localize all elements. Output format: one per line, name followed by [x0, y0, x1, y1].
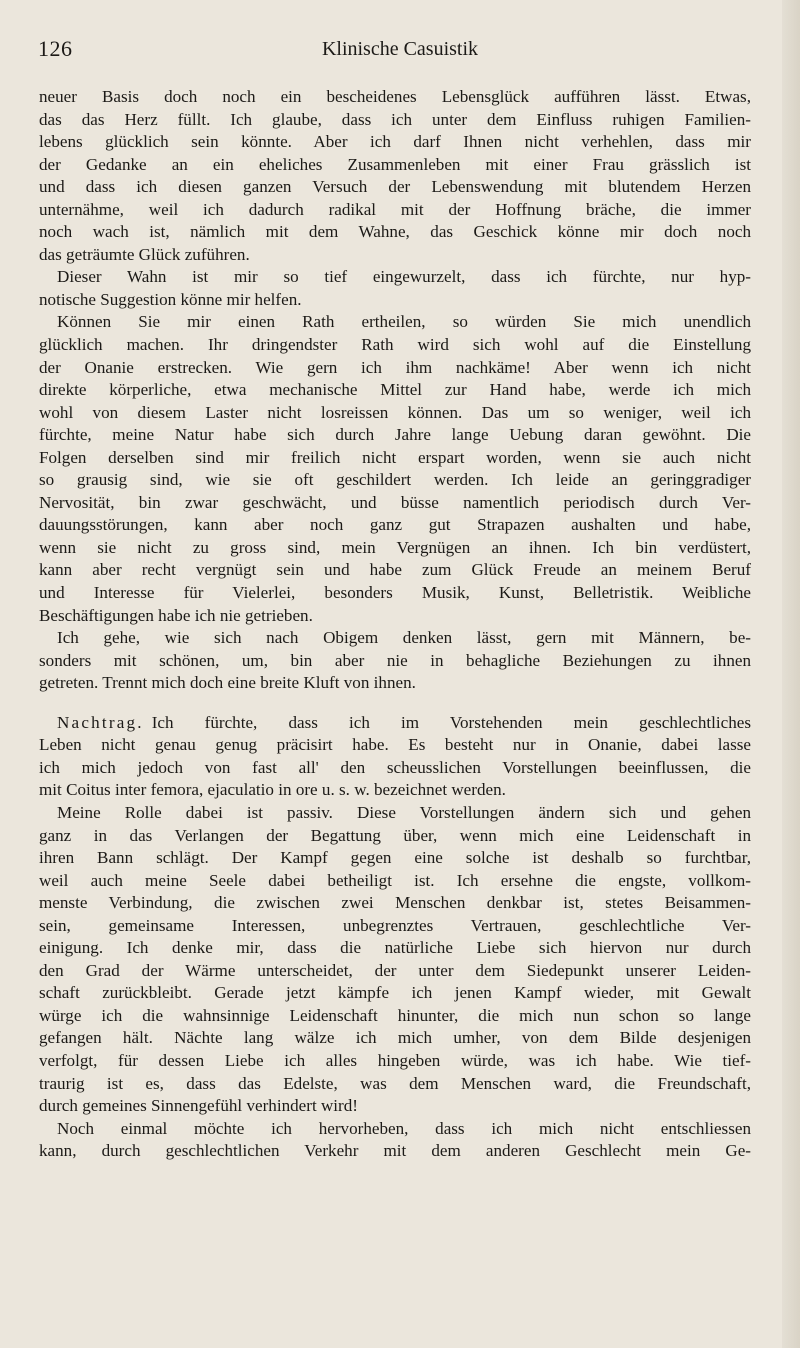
text-line: gefangen hält. Nächte lang wälze ich mich umher, von dem Bilde desjenigen	[39, 1028, 751, 1048]
text-line: getreten. Trennt mich doch eine breite Kluft von ihnen.	[39, 673, 416, 693]
text-line: unternähme, weil ich dadurch radikal mit der Hoffnung bräche, die immer	[39, 199, 751, 219]
text-line: direkte körperliche, etwa mechanische Mittel zur Hand habe, werde ich mich	[39, 380, 751, 400]
text-line: Noch einmal möchte ich hervorheben, dass ich mich nicht entschliessen	[57, 1118, 751, 1138]
text-line: wohl von diesem Laster nicht losreissen können. Das um so weniger, weil ich	[39, 402, 751, 422]
text-line: Leben nicht genau genug präcisirt habe. Es besteht nur in Onanie, dabei lasse	[39, 735, 751, 755]
text-line: menste Verbindung, die zwischen zwei Menschen denkbar ist, stetes Beisammen-	[39, 893, 751, 913]
text-line: der Onanie erstrecken. Wie gern ich ihm nachkäme! Aber wenn ich nicht	[39, 357, 751, 377]
text-line: kann aber recht vergnügt sein und habe zum Glück Freude an meinem Beruf	[39, 560, 751, 580]
section-gap	[39, 695, 751, 712]
text-line: Meine Rolle dabei ist passiv. Diese Vorstellungen ändern sich und gehen	[57, 802, 751, 822]
text-line: lebens glücklich sein könnte. Aber ich darf Ihnen nicht verhehlen, dass mir	[39, 132, 751, 152]
addendum-first-line	[39, 712, 751, 735]
text-line: ich mich jedoch von fast all' den scheusslichen Vorstellungen beeinflussen, die	[39, 757, 751, 777]
text-line: Nervosität, bin zwar geschwächt, und büsse namentlich periodisch durch Ver-	[39, 492, 751, 512]
page-header	[38, 36, 762, 66]
text-line: und dass ich diesen ganzen Versuch der Lebenswendung mit blutendem Herzen	[39, 177, 751, 197]
text-line: einigung. Ich denke mir, dass die natürliche Liebe sich hiervon nur durch	[39, 938, 751, 958]
text-line: sonders mit schönen, um, bin aber nie in behagliche Beziehungen zu ihnen	[39, 650, 751, 670]
text-line: würge ich die wahnsinnige Leidenschaft hinunter, die mich nun schon so lange	[39, 1005, 751, 1025]
text-line: Beschäftigungen habe ich nie getrieben.	[39, 605, 313, 625]
text-line: Können Sie mir einen Rath ertheilen, so würden Sie mich unendlich	[57, 312, 751, 332]
text-line: noch wach ist, nämlich mit dem Wahne, das Geschick könne mir doch noch	[39, 222, 751, 242]
text-line: kann, durch geschlechtlichen Verkehr mit dem anderen Geschlecht mein Ge-	[39, 1141, 751, 1161]
addendum-heading: Nachtrag.	[57, 712, 144, 732]
text-line: dauungsstörungen, kann aber noch ganz gut Strapazen aushalten und habe,	[39, 515, 751, 535]
text-line: traurig ist es, dass das Edelste, was dem Menschen ward, die Freundschaft,	[39, 1073, 751, 1093]
body-text	[39, 86, 751, 1163]
text-line: Folgen derselben sind mir freilich nicht erspart worden, wenn sie auch nicht	[39, 447, 751, 467]
text-line: glücklich machen. Ihr dringendster Rath wird sich wohl auf die Einstellung	[39, 335, 751, 355]
text-line: das das Herz füllt. Ich glaube, dass ich unter dem Einfluss ruhigen Familien-	[39, 109, 751, 129]
page-number: 126	[38, 36, 73, 61]
text-line: neuer Basis doch noch ein bescheidenes Lebensglück aufführen lässt. Etwas,	[39, 87, 751, 106]
text-line: wenn sie nicht zu gross sind, mein Vergnügen an ihnen. Ich bin verdüstert,	[39, 537, 751, 557]
text-line: verfolgt, für dessen Liebe ich alles hingeben würde, was ich habe. Wie tief-	[39, 1050, 751, 1070]
running-title: Klinische Casuistik	[321, 38, 479, 60]
text-line: den Grad der Wärme unterscheidet, der unter dem Siedepunkt unserer Leiden-	[39, 960, 751, 980]
text-line: notische Suggestion könne mir helfen.	[39, 289, 302, 309]
text-line: durch gemeines Sinnengefühl verhindert wird!	[39, 1096, 358, 1116]
text-line: weil auch meine Seele dabei betheiligt ist. Ich ersehne die engste, vollkom-	[39, 870, 751, 890]
text-line: Ich gehe, wie sich nach Obigem denken lässt, gern mit Männern, be-	[57, 628, 751, 648]
text-line: das geträumte Glück zuführen.	[39, 244, 250, 264]
text-line: sein, gemeinsame Interessen, unbegrenztes Vertrauen, geschlechtliche Ver-	[39, 915, 751, 935]
text-line: ihren Bann schlägt. Der Kampf gegen eine solche ist deshalb so furchtbar,	[39, 848, 751, 868]
text-line: und Interesse für Vielerlei, besonders Musik, Kunst, Belletristik. Weibliche	[39, 583, 751, 603]
text-line: Dieser Wahn ist mir so tief eingewurzelt, dass ich fürchte, nur hyp-	[57, 267, 751, 287]
text-line: Ich fürchte, dass ich im Vorstehenden mein geschlechtliches	[151, 712, 751, 732]
text-line: ganz in das Verlangen der Begattung über, wenn mich eine Leidenschaft in	[39, 825, 751, 845]
text-line: der Gedanke an ein eheliches Zusammenleben mit einer Frau grässlich ist	[39, 154, 751, 174]
text-line: mit Coitus inter femora, ejaculatio in ore u. s. w. bezeichnet werden.	[39, 780, 506, 800]
text-line: schaft zurückbleibt. Gerade jetzt kämpfe ich jenen Kampf wieder, mit Gewalt	[39, 983, 751, 1003]
page-edge-shadow	[782, 0, 800, 1348]
text-line: fürchte, meine Natur habe sich durch Jahre lange Uebung daran gewöhnt. Die	[39, 425, 751, 445]
text-line: so grausig sind, wie sie oft geschildert werden. Ich leide an geringgradiger	[39, 470, 751, 490]
